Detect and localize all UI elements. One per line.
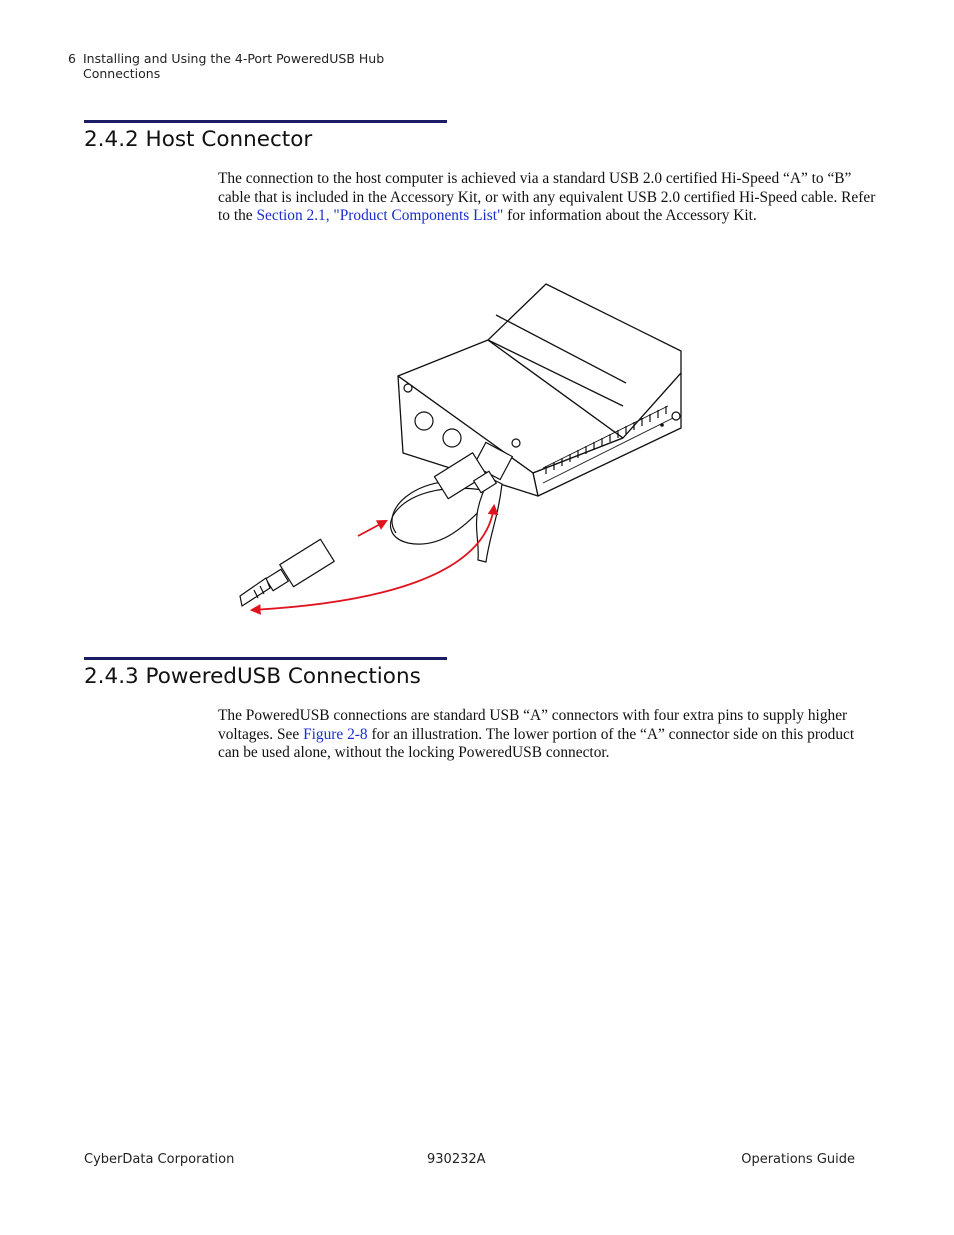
footer-doc-number: 930232A bbox=[427, 1152, 486, 1167]
heading-poweredusb-connections: 2.4.3 PoweredUSB Connections bbox=[84, 664, 421, 689]
poweredusb-text-2: for an illustration. The lower portion of the “A” connector side on this product can be used alone, without the locking PoweredUSB connector. bbox=[218, 725, 855, 761]
heading-rule-242 bbox=[84, 120, 447, 123]
footer-guide-name: Operations Guide bbox=[741, 1152, 855, 1167]
link-figure-2-8[interactable]: Figure 2-8 bbox=[303, 725, 368, 743]
chapter-title: Installing and Using the 4-Port PoweredUSB Hub bbox=[83, 51, 385, 66]
poweredusb-text-1: The PoweredUSB connections are standard USB “A” connectors with four extra pins to supply higher voltages. See bbox=[218, 707, 848, 743]
section-title: Connections bbox=[83, 66, 161, 81]
host-connector-text-2: for information about the Accessory Kit. bbox=[503, 207, 757, 224]
host-connector-text-1: The connection to the host computer is achieved via a standard USB 2.0 certified Hi-Speed “A” to “B” cable that is included in the Accessory Kit, or with any equivalent USB 2.0 certified Hi-Speed cable. Refer to the bbox=[218, 170, 876, 224]
running-header bbox=[68, 51, 384, 81]
page-number: 6 bbox=[68, 51, 76, 66]
usb-hub-host-cable-illustration bbox=[228, 278, 698, 623]
heading-rule-243 bbox=[84, 657, 447, 660]
footer-company: CyberData Corporation bbox=[84, 1152, 235, 1167]
poweredusb-paragraph bbox=[218, 707, 878, 763]
link-product-components-list[interactable]: Section 2.1, "Product Components List" bbox=[256, 207, 504, 224]
host-connector-paragraph bbox=[218, 170, 878, 226]
heading-host-connector: 2.4.2 Host Connector bbox=[84, 127, 313, 152]
